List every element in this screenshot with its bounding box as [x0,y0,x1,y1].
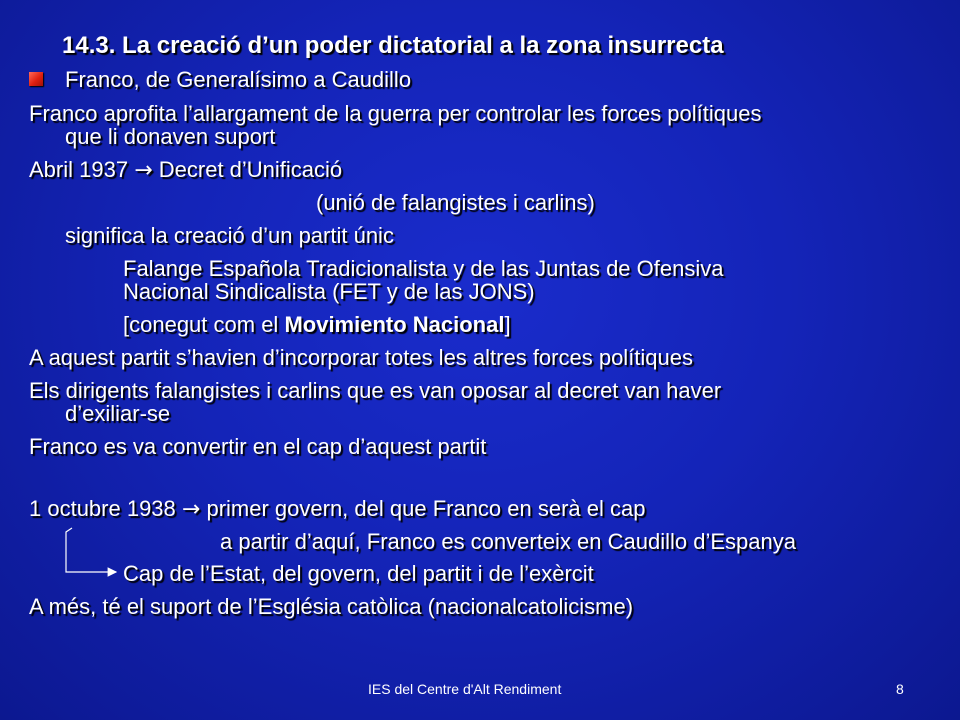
body-line-15: Cap de l’Estat, del govern, del partit i de l’exèrcit [123,561,594,586]
decree-name: Decret d’Unificació [158,157,343,182]
first-government: primer govern, del que Franco en serà el cap [206,496,646,521]
movimiento-nacional: Movimiento Nacional [284,312,505,337]
known-as-prefix: [conegut com el [123,312,285,337]
footer-text: IES del Centre d'Alt Rendiment [368,681,562,697]
right-arrow-icon: → [134,158,153,183]
body-line-11: d’exiliar-se [65,401,171,426]
page-number: 8 [896,681,904,697]
section-heading: Franco, de Generalísimo a Caudillo [65,67,412,92]
body-line-6: Falange Española Tradicionalista y de las Juntas de Ofensiva [123,256,724,281]
body-line-4: (unió de falangistes i carlins) [316,190,595,215]
body-line-1: Franco aprofita l’allargament de la guerra per controlar les forces polítiques [29,101,762,126]
body-line-12: Franco es va convertir en el cap d’aquest partit [29,434,487,459]
body-line-9: A aquest partit s’havien d’incorporar totes les altres forces polítiques [29,345,694,370]
date-october-1938: 1 octubre 1938 [29,496,176,521]
right-arrow-icon: → [181,497,201,522]
slide-title: 14.3. La creació d’un poder dictatorial a la zona insurrecta [62,32,724,59]
date-april-1937: Abril 1937 [29,157,129,182]
body-line-16: A més, té el suport de l’Església catòlica (nacionalcatolicisme) [29,594,634,619]
body-line-7: Nacional Sindicalista (FET y de las JONS) [123,279,535,304]
body-line-10: Els dirigents falangistes i carlins que es van oposar al decret van haver [29,378,722,403]
body-line-5: significa la creació d’un partit únic [65,223,394,248]
body-line-14: a partir d’aquí, Franco es converteix en Caudillo d’Espanya [220,529,796,554]
known-as-suffix: ] [504,312,511,337]
body-line-2: que li donaven suport [65,124,276,149]
